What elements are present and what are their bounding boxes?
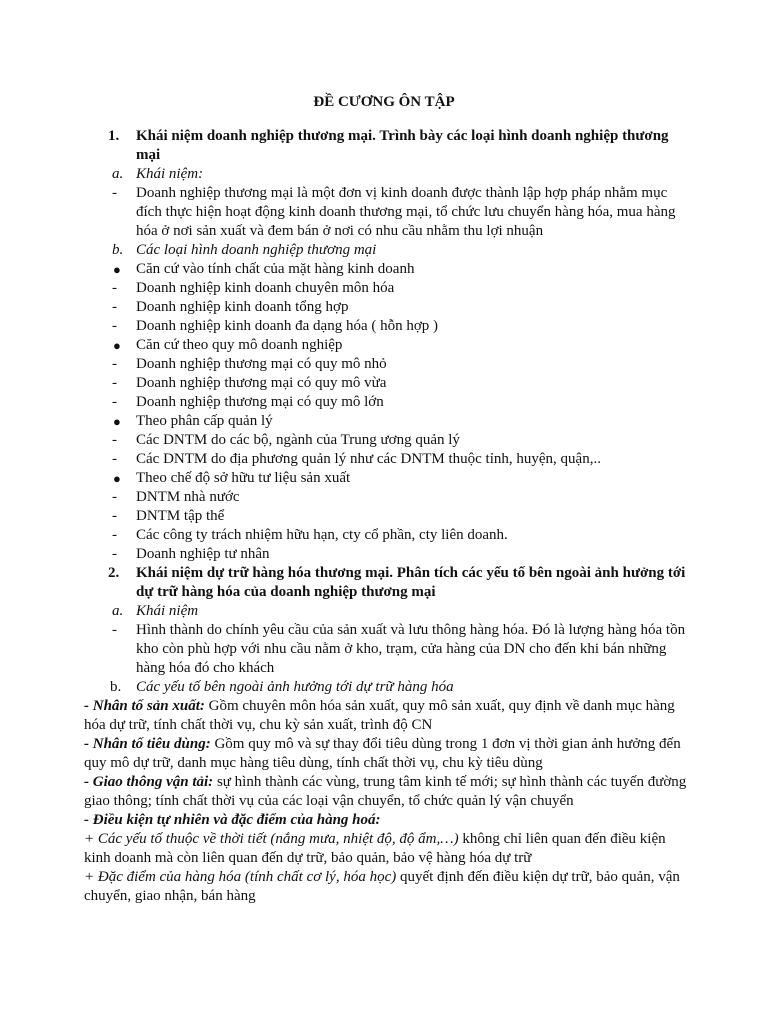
- factor-transport: [84, 773, 688, 811]
- list-item-text: Doanh nghiệp kinh doanh chuyên môn hóa: [136, 280, 395, 296]
- list-item-text: Doanh nghiệp kinh doanh tổng hợp: [136, 299, 349, 315]
- document-body: [84, 127, 688, 906]
- dash-marker: -: [112, 489, 117, 505]
- list-item-text: Doanh nghiệp thương mại có quy mô lớn: [136, 394, 384, 410]
- factor-label: - Nhân tố sản xuất:: [84, 698, 205, 714]
- dash-marker: -: [112, 299, 117, 315]
- bullet-icon: ●: [113, 262, 121, 277]
- factor-text: sự hình thành các vùng, trung tâm kinh tế mới; sự hình thành các tuyến đường giao thông; tính chất thời vụ của các loại vận chuyển, tổ chức quản lý vận chuyển: [84, 774, 687, 809]
- dash-marker: -: [112, 375, 117, 391]
- section-heading-text: Khái niệm doanh nghiệp thương mại. Trình bày các loại hình doanh nghiệp thương mại: [136, 128, 669, 163]
- dash-marker: -: [112, 280, 117, 296]
- subsection-marker: a.: [112, 603, 124, 619]
- list-item-text: Các DNTM do các bộ, ngành của Trung ương quản lý: [136, 432, 460, 448]
- subsection-marker: b.: [112, 242, 124, 258]
- subsection-label: Khái niệm:: [136, 166, 204, 182]
- factor-label: - Điều kiện tự nhiên và đặc điểm của hàng hoá:: [84, 812, 381, 828]
- subsection-label: Các yếu tố bên ngoài ảnh hưởng tới dự trữ hàng hóa: [136, 679, 454, 695]
- factor-text: Gồm quy mô và sự thay đổi tiêu dùng trong 1 đơn vị thời gian ảnh hưởng đến quy mô dự trữ, danh mục hàng tiêu dùng, tính chất thời vụ, chu kỳ tiêu dùng: [84, 736, 681, 771]
- subsection-1a: [88, 165, 688, 184]
- dash-marker: -: [112, 432, 117, 448]
- dash-marker: -: [112, 622, 117, 638]
- dash-marker: -: [112, 451, 117, 467]
- bullet-item: [88, 260, 688, 279]
- bullet-text: Theo chế độ sở hữu tư liệu sản xuất: [136, 470, 351, 486]
- dash-marker: -: [112, 546, 117, 562]
- list-item: [88, 507, 688, 526]
- subsection-1b: [88, 241, 688, 260]
- dash-marker: -: [112, 318, 117, 334]
- list-item-text: Doanh nghiệp thương mại có quy mô nhỏ: [136, 356, 387, 372]
- factor-nature-weather: [84, 830, 688, 868]
- bullet-icon: ●: [113, 414, 121, 429]
- subsection-label: Các loại hình doanh nghiệp thương mại: [136, 242, 377, 258]
- list-item: [88, 355, 688, 374]
- list-item-text: Doanh nghiệp kinh doanh đa dạng hóa ( hỗn hợp ): [136, 318, 439, 334]
- list-item: [88, 317, 688, 336]
- dash-marker: -: [112, 508, 117, 524]
- subsection-marker: a.: [112, 166, 124, 182]
- list-item: [88, 526, 688, 545]
- factor-text: Gồm chuyên môn hóa sản xuất, quy mô sản xuất, quy định về danh mục hàng hóa dự trữ, tính chất thời vụ, chu kỳ sản xuất, trình độ CN: [84, 698, 675, 733]
- subsection-marker: b.: [110, 679, 122, 695]
- list-item-text: Các DNTM do địa phương quản lý như các DNTM thuộc tỉnh, huyện, quận,..: [136, 451, 601, 467]
- section-heading-text: Khái niệm dự trữ hàng hóa thương mại. Phân tích các yếu tố bên ngoài ảnh hưởng tới dự trữ hàng hóa của doanh nghiệp thương mại: [136, 565, 686, 600]
- list-item: [88, 450, 688, 469]
- section-2-heading: [88, 564, 688, 602]
- subsection-label: Khái niệm: [136, 603, 199, 619]
- paragraph-text: Doanh nghiệp thương mại là một đơn vị kinh doanh được thành lập hợp pháp nhằm mục đích thực hiện hoạt động kinh doanh thương mại, tổ chức lưu chuyển hàng hóa, mua hàng hóa ở nơi sản xuất và đem bán ở nơi có nhu cầu nhằm thu lợi nhuận: [136, 185, 676, 239]
- subsection-2a: [88, 602, 688, 621]
- list-item: [88, 393, 688, 412]
- section-1-heading: [88, 127, 688, 165]
- dash-marker: -: [112, 394, 117, 410]
- section-number: 2.: [108, 565, 120, 581]
- dash-marker: -: [112, 356, 117, 372]
- factor-nature-goods: [84, 868, 688, 906]
- list-item-text: DNTM tập thể: [136, 508, 225, 524]
- list-item: [88, 184, 688, 241]
- list-item: [88, 621, 688, 678]
- page-title: ĐỀ CƯƠNG ÔN TẬP: [313, 94, 455, 110]
- bullet-icon: ●: [113, 338, 121, 353]
- factor-label: - Nhân tố tiêu dùng:: [84, 736, 211, 752]
- factor-consumption: [84, 735, 688, 773]
- bullet-text: Theo phân cấp quản lý: [136, 413, 273, 429]
- list-item: [88, 545, 688, 564]
- bullet-item: [88, 412, 688, 431]
- bullet-item: [88, 336, 688, 355]
- bullet-text: Căn cứ vào tính chất của mặt hàng kinh doanh: [136, 261, 415, 277]
- section-number: 1.: [108, 128, 120, 144]
- factor-subpoint-text: không chỉ liên quan đến điều kiện kinh doanh mà còn liên quan đến dự trữ, bảo quản, bảo vệ hàng hóa dự trữ: [84, 831, 666, 866]
- bullet-item: [88, 469, 688, 488]
- factor-subpoint-label: + Đặc điểm của hàng hóa (tính chất cơ lý, hóa học): [84, 869, 397, 885]
- list-item-text: Các công ty trách nhiệm hữu hạn, cty cổ phần, cty liên doanh.: [136, 527, 508, 543]
- list-item-text: Doanh nghiệp thương mại có quy mô vừa: [136, 375, 387, 391]
- factor-subpoint-label: + Các yếu tố thuộc về thời tiết (nắng mưa, nhiệt độ, độ ẩm,…): [84, 831, 459, 847]
- factor-nature: [84, 811, 688, 830]
- list-item: [88, 431, 688, 450]
- list-item: [88, 374, 688, 393]
- factor-subpoint-text: quyết định đến điều kiện dự trữ, bảo quản, vận chuyển, giao nhận, bán hàng: [84, 869, 680, 904]
- subsection-2b: [88, 678, 688, 697]
- list-item: [88, 298, 688, 317]
- dash-marker: -: [112, 185, 117, 201]
- dash-marker: -: [112, 527, 117, 543]
- factor-production: [84, 697, 688, 735]
- list-item-text: DNTM nhà nước: [136, 489, 240, 505]
- list-item: [88, 488, 688, 507]
- list-item-text: Doanh nghiệp tư nhân: [136, 546, 270, 562]
- list-item: [88, 279, 688, 298]
- factor-label: - Giao thông vận tải:: [84, 774, 214, 790]
- bullet-text: Căn cứ theo quy mô doanh nghiệp: [136, 337, 343, 353]
- paragraph-text: Hình thành do chính yêu cầu của sản xuất và lưu thông hàng hóa. Đó là lượng hàng hóa tồn kho còn phù hợp với nhu cầu nằm ở kho, trạm, cửa hàng của DN cho đến khi bán những hàng hóa đó cho khách: [136, 622, 686, 676]
- bullet-icon: ●: [113, 471, 121, 486]
